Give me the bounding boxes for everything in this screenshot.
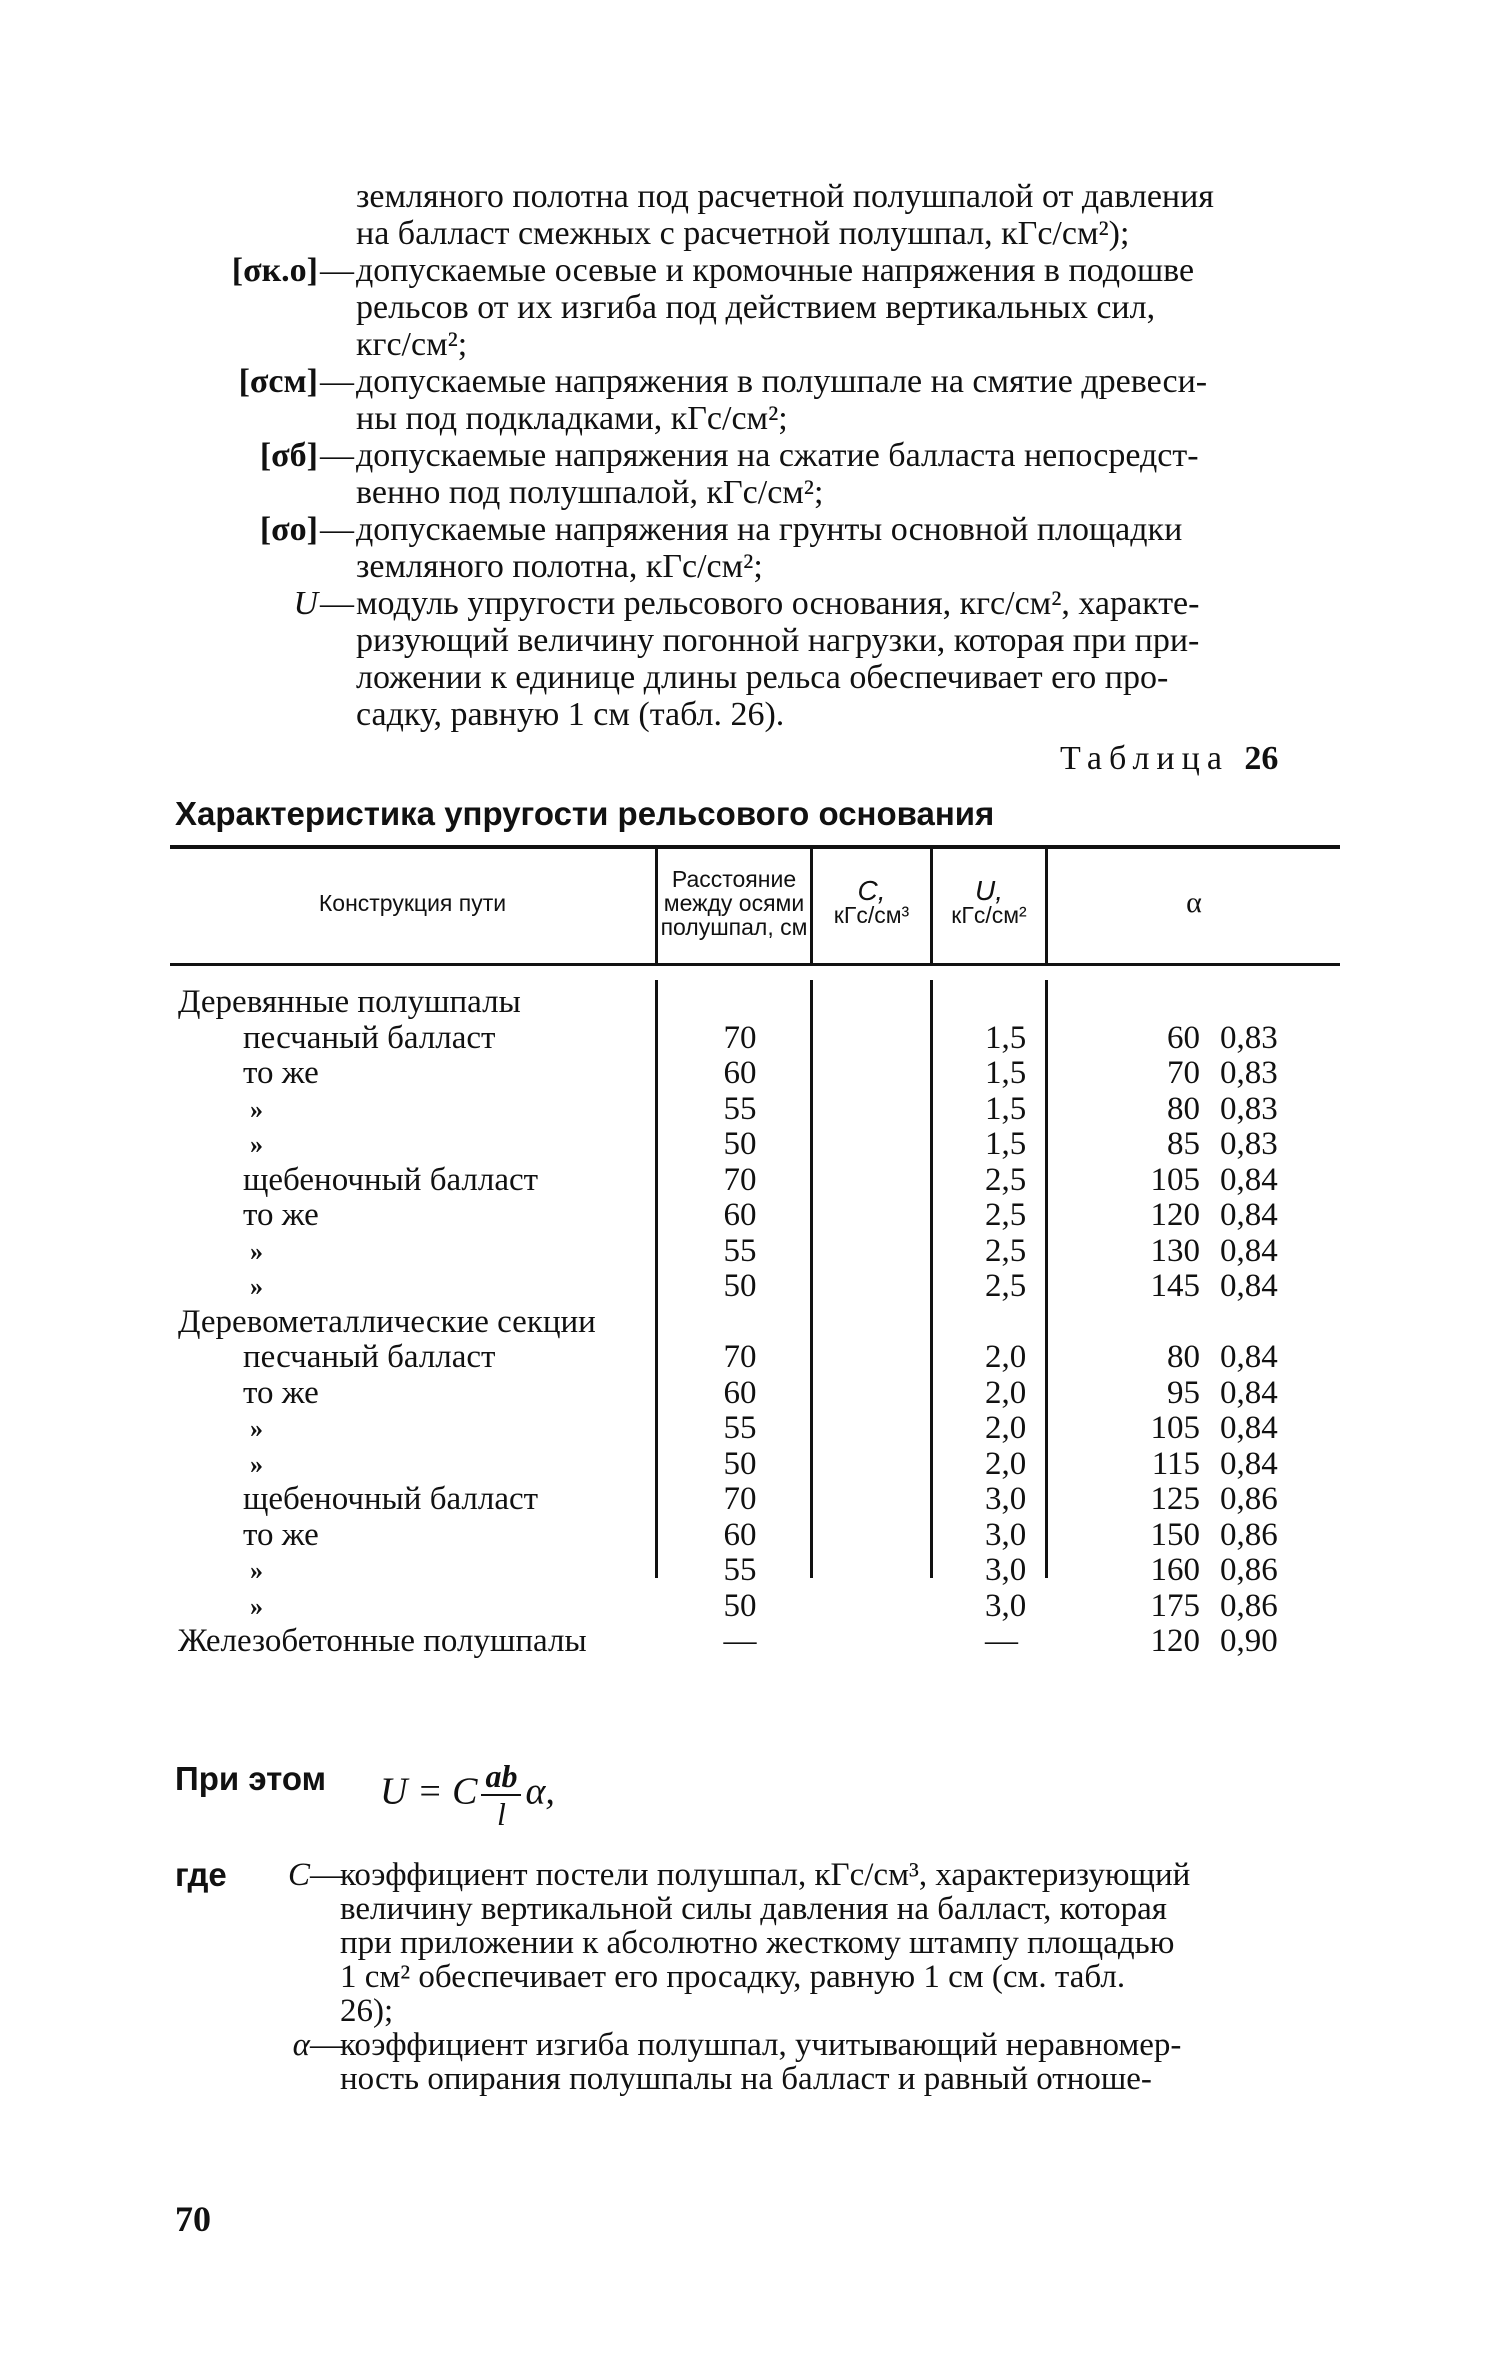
where-item <box>175 2028 1345 2062</box>
definition-text: допускаемые напряжения на грунты основной площадки <box>356 511 1183 548</box>
alpha-cell: 0,84 <box>1220 1339 1278 1375</box>
u-value-cell: 145 <box>1150 1268 1200 1304</box>
distance-cell: 50 <box>723 1268 757 1304</box>
table-top-rule <box>170 845 1340 849</box>
construction-cell: щебеночный балласт <box>243 1481 539 1517</box>
table-row <box>170 1056 1340 1092</box>
distance-cell: 55 <box>723 1232 757 1269</box>
c-value-cell: 1,5 <box>985 1090 1027 1127</box>
where-text: коэффициент постели полушпал, кГс/см³, характеризующий <box>340 1857 1191 1893</box>
where-text: 26); <box>340 1993 394 2029</box>
table-row <box>170 1198 1340 1234</box>
distance-cell: 70 <box>723 1339 757 1375</box>
c-value-cell: 1,5 <box>985 1126 1027 1162</box>
u-value-cell: 70 <box>1167 1055 1200 1091</box>
definition-symbol: [σб] <box>259 437 318 474</box>
construction-cell: » <box>250 1591 263 1621</box>
alpha-cell: 0,83 <box>1220 1090 1278 1127</box>
table-row <box>170 1624 1340 1660</box>
intro-line: на балласт смежных с расчетной полушпал, кГс/см²); <box>356 215 1130 252</box>
definition-item <box>170 585 1345 622</box>
construction-cell: » <box>250 1130 263 1159</box>
construction-cell: песчаный балласт <box>243 1019 496 1056</box>
table-row <box>170 1127 1340 1163</box>
table-row <box>170 1518 1340 1554</box>
definition-text: допускаемые напряжения на сжатие балласта непосредст- <box>356 437 1199 474</box>
formula-lead: При этом <box>175 1760 326 1797</box>
alpha-cell: 0,83 <box>1220 1055 1278 1091</box>
distance-cell: 70 <box>723 1161 757 1198</box>
u-value-cell: 85 <box>1167 1126 1200 1162</box>
distance-cell: 70 <box>723 1019 757 1056</box>
definition-line <box>170 400 1345 437</box>
definition-line <box>170 696 1345 733</box>
table-row <box>170 1447 1340 1483</box>
distance-cell: 50 <box>723 1445 757 1482</box>
where-line <box>175 1926 1345 1960</box>
definition-text: допускаемые осевые и кромочные напряжения в подошве <box>356 252 1195 289</box>
definition-line <box>170 474 1345 511</box>
u-value-cell: 60 <box>1167 1019 1200 1056</box>
definition-line <box>170 548 1345 585</box>
table-header-rule <box>170 963 1340 966</box>
definition-line <box>170 659 1345 696</box>
where-text: коэффициент изгиба полушпал, учитывающий неравномер- <box>340 2027 1182 2063</box>
header-u: U, кГс/см² <box>951 875 1027 928</box>
c-value-cell: 2,5 <box>985 1268 1027 1304</box>
table-row <box>170 1092 1340 1128</box>
alpha-cell: 0,84 <box>1220 1445 1278 1482</box>
alpha-cell: 0,86 <box>1220 1516 1278 1553</box>
intro-line: земляного полотна под расчетной полушпалой от давления <box>356 178 1214 215</box>
c-value-cell: 1,5 <box>985 1019 1027 1056</box>
definition-text: допускаемые напряжения в полушпале на смятие древеси- <box>356 363 1208 400</box>
definition-list <box>170 252 1345 733</box>
distance-cell: 60 <box>723 1516 757 1553</box>
where-prefix: где <box>175 1856 227 1893</box>
where-line <box>175 1960 1345 1994</box>
u-value-cell: 105 <box>1150 1161 1200 1198</box>
definition-dash: — <box>320 511 354 548</box>
table-row <box>170 1589 1340 1625</box>
definition-item <box>170 363 1345 400</box>
table-row <box>170 1340 1340 1376</box>
table-title: Характеристика упругости рельсового основания <box>175 795 995 832</box>
definition-dash: — <box>320 437 354 474</box>
u-value-cell: 120 <box>1150 1197 1200 1233</box>
c-value-cell: 2,5 <box>985 1161 1027 1198</box>
formula <box>175 1758 555 1832</box>
alpha-cell: 0,90 <box>1220 1623 1278 1659</box>
u-value-cell: 150 <box>1150 1516 1200 1553</box>
table-row <box>170 1482 1340 1518</box>
definition-symbol: [σо] <box>259 511 318 548</box>
c-value-cell: 2,0 <box>985 1339 1027 1375</box>
where-line <box>175 2062 1345 2096</box>
definition-text: ны под подкладками, кГс/см²; <box>356 400 788 437</box>
where-text: величину вертикальной силы давления на балласт, которая <box>340 1891 1167 1927</box>
u-value-cell: 80 <box>1167 1090 1200 1127</box>
table-row <box>170 1234 1340 1270</box>
c-value-cell: 3,0 <box>985 1516 1027 1553</box>
u-value-cell: 130 <box>1150 1232 1200 1269</box>
alpha-cell: 0,84 <box>1220 1410 1278 1446</box>
alpha-cell: 0,86 <box>1220 1481 1278 1517</box>
construction-cell: Деревянные полушпалы <box>178 984 521 1020</box>
formula-fraction: $\frac{ab}{l}$ <box>481 1758 521 1832</box>
construction-cell: то же <box>243 1374 319 1411</box>
alpha-cell: 0,83 <box>1220 1126 1278 1162</box>
construction-cell: щебеночный балласт <box>243 1161 539 1198</box>
construction-cell: то же <box>243 1055 319 1091</box>
construction-cell: » <box>250 1449 263 1479</box>
construction-cell: » <box>250 1236 263 1266</box>
u-value-cell: 160 <box>1150 1552 1200 1588</box>
where-text: ность опирания полушпалы на балласт и равный отноше- <box>340 2061 1152 2097</box>
alpha-cell: 0,84 <box>1220 1232 1278 1269</box>
c-value-cell: 2,0 <box>985 1410 1027 1446</box>
distance-cell: — <box>723 1623 757 1659</box>
where-line <box>175 1994 1345 2028</box>
distance-cell: 60 <box>723 1374 757 1411</box>
distance-cell: 55 <box>723 1090 757 1127</box>
where-dash: — <box>310 2027 343 2063</box>
definition-text: ризующий величину погонной нагрузки, которая при при- <box>356 622 1200 659</box>
table-number: Таблица 26 <box>1060 740 1279 777</box>
alpha-cell: 0,86 <box>1220 1552 1278 1588</box>
distance-cell: 60 <box>723 1055 757 1091</box>
definition-dash: — <box>320 585 354 622</box>
definition-text: земляного полотна, кГс/см²; <box>356 548 763 585</box>
alpha-cell: 0,83 <box>1220 1019 1278 1056</box>
definition-text: кгс/см²; <box>356 326 468 363</box>
definition-text: венно под полушпалой, кГс/см²; <box>356 474 824 511</box>
c-value-cell: 3,0 <box>985 1587 1027 1624</box>
definition-text: модуль упругости рельсового основания, кгс/см², характе- <box>356 585 1200 622</box>
header-alpha: α <box>1186 886 1202 919</box>
distance-cell: 50 <box>723 1587 757 1624</box>
definition-item <box>170 252 1345 289</box>
table-row <box>170 1553 1340 1589</box>
definition-item <box>170 437 1345 474</box>
definition-line <box>170 326 1345 363</box>
definition-dash: — <box>320 363 354 400</box>
where-text: при приложении к абсолютно жесткому штампу площадью <box>340 1925 1175 1961</box>
c-value-cell: 2,0 <box>985 1445 1027 1482</box>
definition-text: ложении к единице длины рельса обеспечивает его про- <box>356 659 1169 696</box>
construction-cell: то же <box>243 1197 319 1233</box>
construction-cell: Деревометаллические секции <box>178 1303 596 1340</box>
page-number: 70 <box>175 2199 211 2239</box>
definition-symbol: [σсм] <box>238 363 318 400</box>
table-row <box>170 1376 1340 1412</box>
definition-symbol: U <box>293 585 318 622</box>
table-row <box>170 1305 1340 1341</box>
definition-symbol: [σк.о] <box>231 252 318 289</box>
construction-cell: песчаный балласт <box>243 1339 496 1375</box>
c-value-cell: 1,5 <box>985 1055 1027 1091</box>
u-value-cell: 115 <box>1151 1445 1200 1482</box>
c-value-cell: 3,0 <box>985 1552 1027 1588</box>
where-symbol: C <box>287 1857 310 1893</box>
c-value-cell: 2,5 <box>985 1232 1027 1269</box>
where-line <box>175 1892 1345 1926</box>
header-distance: Расстояние между осями полушпал, см <box>660 866 808 940</box>
definitions-block <box>170 178 1345 733</box>
construction-cell: » <box>250 1414 263 1443</box>
where-dash: — <box>310 1857 343 1893</box>
definition-text: рельсов от их изгиба под действием вертикальных сил, <box>356 289 1156 326</box>
construction-cell: » <box>250 1094 263 1124</box>
definition-text: садку, равную 1 см (табл. 26). <box>356 696 785 733</box>
u-value-cell: 80 <box>1167 1339 1200 1375</box>
c-value-cell: 2,0 <box>985 1374 1027 1411</box>
definition-line <box>170 289 1345 326</box>
u-value-cell: 105 <box>1150 1410 1200 1446</box>
construction-cell: то же <box>243 1516 319 1553</box>
distance-cell: 55 <box>723 1552 757 1588</box>
distance-cell: 60 <box>723 1197 757 1233</box>
alpha-cell: 0,84 <box>1220 1197 1278 1233</box>
c-value-cell: — <box>985 1623 1018 1659</box>
construction-cell: Железобетонные полушпалы <box>178 1623 587 1659</box>
where-definitions <box>175 1858 1345 2096</box>
where-item <box>175 1858 1345 1892</box>
definition-line <box>170 622 1345 659</box>
where-text: 1 см² обеспечивает его просадку, равную 1 см (см. табл. <box>340 1959 1126 1995</box>
definition-dash: — <box>320 252 354 289</box>
alpha-cell: 0,86 <box>1220 1587 1278 1624</box>
u-value-cell: 125 <box>1150 1481 1200 1517</box>
alpha-cell: 0,84 <box>1220 1161 1278 1198</box>
distance-cell: 55 <box>723 1410 757 1446</box>
u-value-cell: 95 <box>1167 1374 1200 1411</box>
c-value-cell: 3,0 <box>985 1481 1027 1517</box>
definition-item <box>170 511 1345 548</box>
table-row <box>170 985 1340 1021</box>
formula-expression: U = C $\frac{ab}{l}$ α, <box>380 1758 555 1832</box>
distance-cell: 50 <box>723 1126 757 1162</box>
where-symbol: α <box>292 2027 310 2063</box>
header-construction: Конструкция пути <box>318 890 507 916</box>
c-value-cell: 2,5 <box>985 1197 1027 1233</box>
distance-cell: 70 <box>723 1481 757 1517</box>
table-row <box>170 1411 1340 1447</box>
where-prefix <box>175 2028 235 2062</box>
u-value-cell: 175 <box>1150 1587 1200 1624</box>
table-row <box>170 1021 1340 1057</box>
construction-cell: » <box>250 1272 263 1301</box>
alpha-cell: 0,84 <box>1220 1374 1278 1411</box>
alpha-cell: 0,84 <box>1220 1268 1278 1304</box>
construction-cell: » <box>250 1556 263 1585</box>
u-value-cell: 120 <box>1150 1623 1200 1659</box>
header-c: C, кГс/см³ <box>833 875 910 928</box>
table-row <box>170 1163 1340 1199</box>
table-row <box>170 1269 1340 1305</box>
